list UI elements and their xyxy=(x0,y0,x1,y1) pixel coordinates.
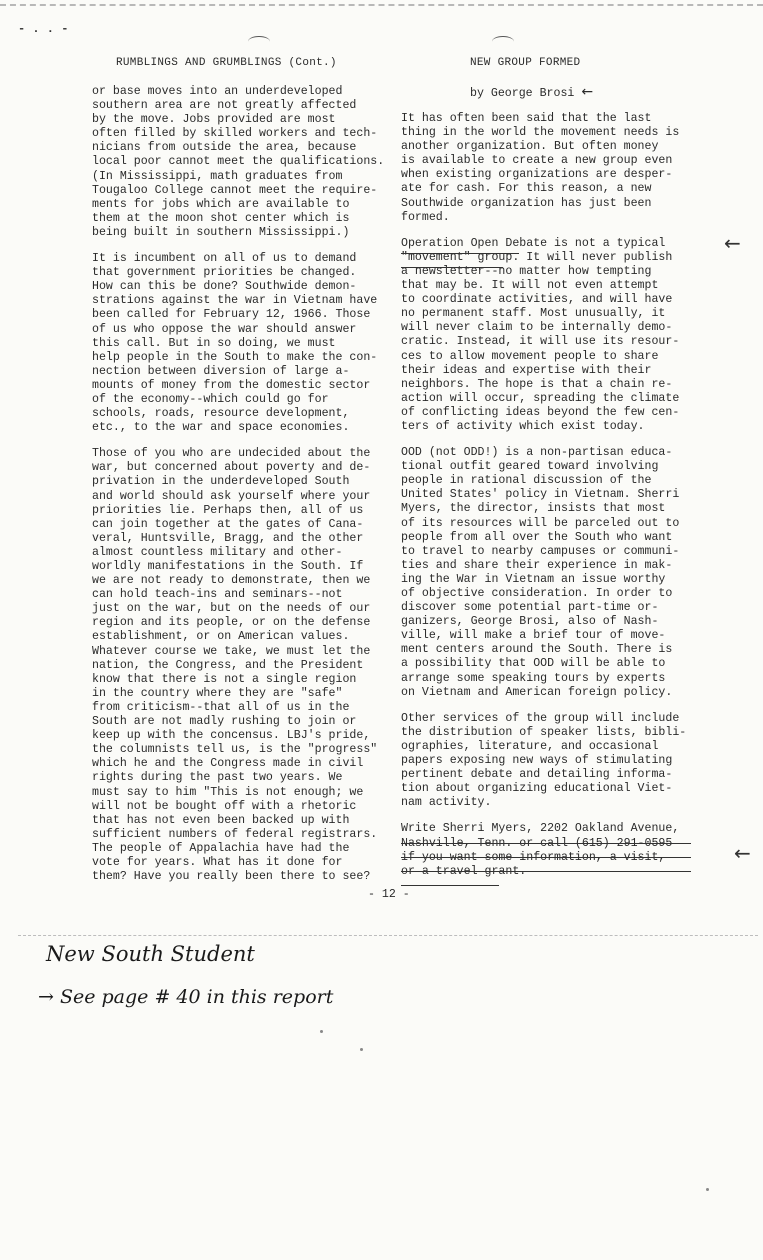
text-line: or base moves into an underdeveloped xyxy=(92,85,343,98)
text-line: strations against the war in Vietnam have xyxy=(92,294,378,308)
text-line: priorities lie. Perhaps then, all of us xyxy=(92,503,364,517)
text-line: southern area are not greatly affected xyxy=(92,99,357,113)
text-line: just on the war, but on the needs of our xyxy=(92,602,371,616)
paragraph-break xyxy=(401,810,686,822)
text-line: nicians from outside the area, because xyxy=(92,141,357,155)
text-line: war, but concerned about poverty and de- xyxy=(92,461,371,475)
left-column-text xyxy=(92,85,384,884)
text-line: will not be bought off with a rhetoric xyxy=(92,799,357,813)
text-line: ographies, literature, and occasional xyxy=(401,739,659,753)
text-line: ters of activity which exist today. xyxy=(401,419,645,433)
text-line: action will occur, spreading the climate xyxy=(401,391,680,405)
text-line: their ideas and expertise with their xyxy=(401,363,652,377)
text-line: Operation Open Debate is not a typical xyxy=(401,236,666,250)
text-line: nam activity. xyxy=(401,796,492,810)
text-line: ments for jobs which are available to xyxy=(92,197,350,211)
text-line: schools, roads, resource development, xyxy=(92,407,350,421)
text-line: no permanent staff. Most unusually, it xyxy=(401,307,666,321)
paragraph-break xyxy=(401,700,686,712)
text-line: often filled by skilled workers and tech- xyxy=(92,127,378,141)
scan-speck xyxy=(706,1188,709,1191)
text-line: another organization. But often money xyxy=(401,140,659,154)
scan-top-edge xyxy=(0,4,763,6)
text-line: being built in southern Mississippi.) xyxy=(92,225,350,239)
text-line: nation, the Congress, and the President xyxy=(92,658,364,672)
text-line: OOD (not ODD!) is a non-partisan educa- xyxy=(401,446,673,460)
byline-text: by George Brosi xyxy=(470,87,575,100)
text-line: How can this be done? Southwide demon- xyxy=(92,280,357,294)
text-line: of its resources will be parceled out to xyxy=(401,516,680,530)
text-line: neighbors. The hope is that a chain re- xyxy=(401,377,673,391)
text-line: them? Have you really been there to see? xyxy=(92,870,371,884)
hole-punch-mark-right xyxy=(492,36,514,47)
text-line: Whatever course we take, we must let the xyxy=(92,644,371,658)
text-line: a newsletter--no matter how tempting xyxy=(401,264,652,278)
right-column-heading: NEW GROUP FORMED xyxy=(470,57,581,69)
text-line: veral, Huntsville, Bragg, and the other xyxy=(92,531,364,545)
text-line: thing in the world the movement needs is xyxy=(401,126,680,140)
text-line: keep up with the concensus. LBJ's pride, xyxy=(92,729,371,743)
paragraph-break xyxy=(92,435,384,447)
text-line: ties and share their experience in mak- xyxy=(401,558,673,572)
text-line: sufficient numbers of federal registrars. xyxy=(92,827,378,841)
text-line: of the economy--which could go for xyxy=(92,392,329,406)
underline-contact-2 xyxy=(401,857,691,858)
page-corner-mark: - . . - xyxy=(18,22,69,36)
text-line: Tougaloo College cannot meet the require- xyxy=(92,183,378,197)
text-line: of objective consideration. In order to xyxy=(401,587,673,600)
text-line: by the move. Jobs provided are most xyxy=(92,113,336,127)
text-line: Those of you who are undecided about the xyxy=(92,447,371,461)
scan-speck xyxy=(360,1048,363,1051)
text-line: It has often been said that the last xyxy=(401,112,652,125)
text-line: mounts of money from the domestic sector xyxy=(92,378,371,392)
page-number: - 12 - xyxy=(368,888,410,901)
text-line: a possibility that OOD will be able to xyxy=(401,657,666,671)
text-line: ing the War in Vietnam an issue worthy xyxy=(401,572,666,586)
margin-arrow-icon: ← xyxy=(734,841,751,865)
text-line: privation in the underdeveloped South xyxy=(92,475,350,489)
text-line: tion about organizing educational Viet- xyxy=(401,782,673,796)
underline-contact-4 xyxy=(401,885,499,886)
byline-arrow-icon: ← xyxy=(581,84,594,100)
text-line: Nashville, Tenn. or call (615) 291-0595 xyxy=(401,836,673,850)
text-line: ate for cash. For this reason, a new xyxy=(401,182,652,196)
scan-speck xyxy=(320,1030,323,1033)
text-line: It is incumbent on all of us to demand xyxy=(92,252,357,266)
text-line: arrange some speaking tours by experts xyxy=(401,671,666,685)
text-line: ces to allow movement people to share xyxy=(401,349,659,363)
text-line: the distribution of speaker lists, bibli- xyxy=(401,725,687,739)
text-line: them at the moon shot center which is xyxy=(92,211,350,225)
text-line: cratic. Instead, it will use its resour- xyxy=(401,335,680,349)
text-line: to travel to nearby campuses or communi- xyxy=(401,544,680,558)
text-line: region and its people, or on the defense xyxy=(92,616,371,630)
underline-movement-group xyxy=(401,267,503,268)
underline-operation-open-debate xyxy=(401,253,519,254)
text-line: which he and the Congress made in civil xyxy=(92,757,364,771)
text-line: and world should ask yourself where your xyxy=(92,489,371,503)
text-line: Other services of the group will include xyxy=(401,711,680,725)
underline-contact-1 xyxy=(401,843,691,844)
text-line: United States' policy in Vietnam. Sherri xyxy=(401,488,680,502)
text-line: been called for February 12, 1966. Those xyxy=(92,308,371,322)
text-line: papers exposing new ways of stimulating xyxy=(401,754,673,768)
text-line: tional outfit geared toward involving xyxy=(401,460,659,474)
text-line: ganizers, George Brosi, also of Nash- xyxy=(401,615,659,629)
text-line: Southwide organization has just been xyxy=(401,196,652,210)
text-line: Write Sherri Myers, 2202 Oakland Avenue, xyxy=(401,822,680,836)
paragraph-break xyxy=(92,240,384,252)
article-byline xyxy=(470,84,593,100)
margin-arrow-icon: ← xyxy=(724,231,741,255)
text-line: nection between diversion of large a- xyxy=(92,364,350,378)
text-line: will never claim to be internally demo- xyxy=(401,321,673,335)
text-line: rights during the past two years. We xyxy=(92,771,343,785)
text-line: the columnists tell us, is the "progress" xyxy=(92,743,378,757)
text-line: can join together at the gates of Cana- xyxy=(92,517,364,531)
text-line: almost countless military and other- xyxy=(92,545,343,559)
text-line: pertinent debate and detailing informa- xyxy=(401,768,673,782)
text-line: The people of Appalachia have had the xyxy=(92,841,350,855)
text-line: from criticism--that all of us in the xyxy=(92,700,350,714)
paragraph-break xyxy=(401,434,686,446)
text-line: South are not madly rushing to join or xyxy=(92,715,357,729)
text-line: Myers, the director, insists that most xyxy=(401,502,666,516)
text-line: establishment, or on American values. xyxy=(92,630,350,644)
text-line: of us who oppose the war should answer xyxy=(92,322,357,336)
text-line: to coordinate activities, and will have xyxy=(401,293,673,307)
text-line: must say to him "This is not enough; we xyxy=(92,785,364,799)
text-line: help people in the South to make the con- xyxy=(92,350,378,364)
text-line: or a travel grant. xyxy=(401,864,527,878)
text-line: we are not ready to demonstrate, then we xyxy=(92,574,371,588)
text-line: know that there is not a single region xyxy=(92,672,357,686)
handwritten-note-title: New South Student xyxy=(46,942,255,966)
text-line: worldly manifestations in the South. If xyxy=(92,560,364,573)
text-line: people from all over the South who want xyxy=(401,530,673,544)
text-line: that has not even been backed up with xyxy=(92,813,350,827)
paragraph-break xyxy=(401,225,686,237)
text-line: on Vietnam and American foreign policy. xyxy=(401,685,673,699)
text-line: discover some potential part-time or- xyxy=(401,601,659,615)
scan-divider xyxy=(18,935,758,936)
text-line: formed. xyxy=(401,210,450,224)
text-line: local poor cannot meet the qualifications. xyxy=(92,155,385,169)
handwritten-note-reference: → See page # 40 in this report xyxy=(38,986,334,1008)
text-line: (In Mississippi, math graduates from xyxy=(92,169,343,183)
text-line: people in rational discussion of the xyxy=(401,474,652,488)
text-line: if you want some information, a visit, xyxy=(401,850,666,864)
text-line: vote for years. What has it done for xyxy=(92,855,343,869)
text-line: of conflicting ideas beyond the few cen- xyxy=(401,405,680,419)
left-column-heading: RUMBLINGS AND GRUMBLINGS (Cont.) xyxy=(116,57,337,69)
text-line: this call. But in so doing, we must xyxy=(92,336,336,350)
text-line: ville, will make a brief tour of move- xyxy=(401,629,666,643)
text-line: is available to create a new group even xyxy=(401,154,673,168)
text-line: that government priorities be changed. xyxy=(92,266,357,280)
text-line: "movement" group. It will never publish xyxy=(401,250,673,264)
underline-contact-3 xyxy=(401,871,691,872)
text-line: that may be. It will not even attempt xyxy=(401,279,659,293)
hole-punch-mark-left xyxy=(248,36,270,47)
right-column-text xyxy=(401,112,686,879)
text-line: ment centers around the South. There is xyxy=(401,643,673,657)
text-line: etc., to the war and space economies. xyxy=(92,421,350,435)
text-line: can hold teach-ins and seminars--not xyxy=(92,588,343,602)
text-line: when existing organizations are desper- xyxy=(401,168,673,182)
text-line: in the country where they are "safe" xyxy=(92,686,343,700)
